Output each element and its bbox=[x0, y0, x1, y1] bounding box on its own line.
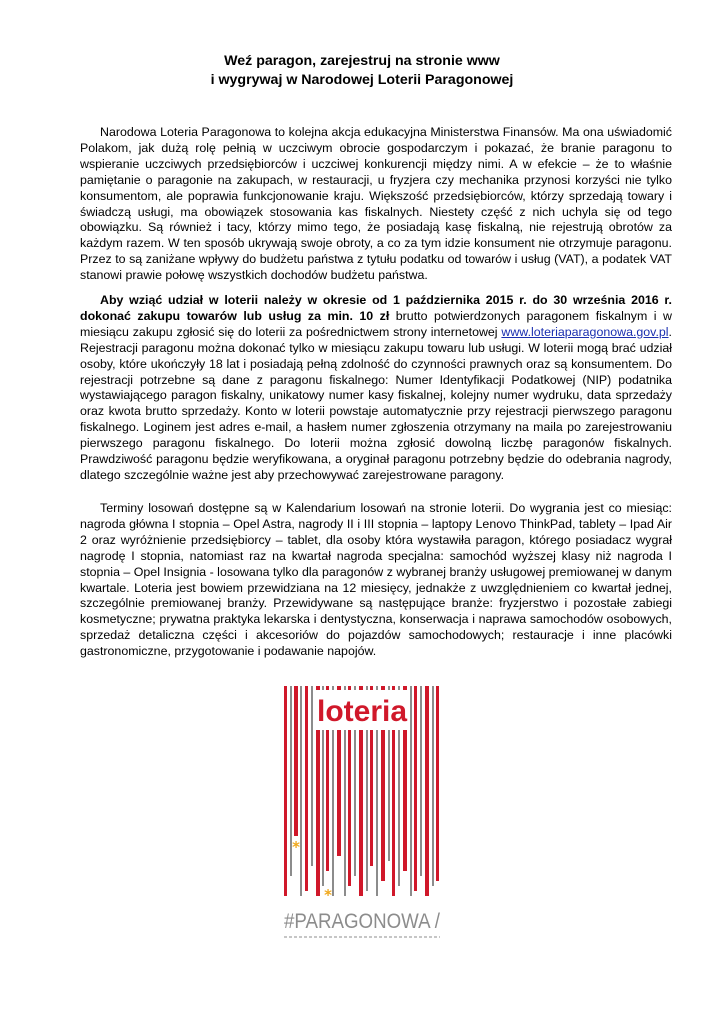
document-title bbox=[0, 52, 724, 90]
paragraph-intro: Narodowa Loteria Paragonowa to kolejna akcja edukacyjna Ministerstwa Finansów. Ma ona uświadomić Polakom, jak dużą rolę pełnią w uczciwym obrocie gospodarczym i pokazać, że branie paragonu to wspieranie uczciwych przedsiębiorców i uczciwej konkurencji między nimi. A w efekcie – że to właśnie pamiętanie o paragonie na zakupach, w restauracji, u fryzjera czy mechanika przynosi korzyści nie tylko konsumentom, ale poprawia funkcjonowanie kraju. Większość przedsiębiorców, którzy sprzedają towary i świadczą usługi, ma obowiązek stosowania kas fiskalnych. Niestety część z nich uchyla się od tego obowiązku. Są również i tacy, którzy mimo tego, że posiadają kasę fiskalną, nie rejestrują obrotów za każdym razem. W ten sposób ukrywają swoje obroty, a co za tym idzie konsument nie otrzymuje paragonu. Przez to są zaniżane wpływy do budżetu państwa z tytułu podatku od towarów i usług (VAT), a podatek VAT stanowi prawie połowę wszystkich dochodów budżetu państwa. bbox=[80, 125, 672, 283]
logo-hashtag: #PARAGONOWA / bbox=[284, 910, 441, 933]
logo-stripe bbox=[305, 686, 308, 891]
title-line-1: Weź paragon, zarejestruj na stronie www bbox=[224, 53, 500, 69]
logo-stripe bbox=[294, 686, 298, 836]
logo-stripe bbox=[414, 686, 417, 891]
paragraph-participation bbox=[80, 293, 672, 484]
logo-stripe bbox=[432, 686, 434, 886]
logo-star-icon: * bbox=[292, 838, 300, 856]
participation-text-2: . Rejestracji paragonu można dokonać tylko w miesiącu zakupu towaru lub usługi. W loterii mogą brać udział osoby, które ukończyły 18 lat i posiadają pełną zdolność do czynności prawnych oraz są konsumentem. Do rejestracji potrzebne są dane z paragonu fiskalnego: Numer Identyfikacji Podatkowej (NIP) podatnika wystawiającego paragon fiskalny, unikatowy numer kasy fiskalnej, kolejny numer wydruku, data sprzedaży oraz kwota brutto sprzedaży. Konto w loterii powstaje automatycznie przy rejestracji pierwszego paragonu fiskalnego. Loginem jest adres e-mail, a hasłem numer zgłoszenia otrzymany na maila po zarejestrowaniu pierwszego paragonu fiskalnego. Do loterii można zgłosić dowolną liczbę paragonów fiskalnych. Prawdziwość paragonu będzie weryfikowana, a oryginał paragonu potrzebny będzie do odebrania nagrody, dlatego szczególnie ważne jest aby przechowywać zarejestrowane paragony. bbox=[80, 324, 672, 482]
logo-stripe bbox=[410, 686, 412, 896]
title-line-2: i wygrywaj w Narodowej Loterii Paragonowej bbox=[210, 72, 514, 88]
logo-stripe bbox=[311, 686, 313, 866]
logo-stripe bbox=[425, 686, 429, 896]
participation-text-1: brutto potwierdzonych paragonem fiskalnym i w miesiącu zakupu zgłosić się do loterii za pośrednictwem strony internetowej bbox=[80, 308, 672, 339]
logo-stripe bbox=[300, 686, 302, 896]
logo-stripe bbox=[284, 686, 287, 896]
lottery-website-link[interactable]: www.loteriaparagonowa.gov.pl bbox=[501, 324, 669, 339]
loteria-paragonowa-logo bbox=[282, 686, 442, 944]
participation-bold-text: Aby wziąć udział w loterii należy w okresie od 1 października 2015 r. do 30 września 2016 r. dokonać zakupu towarów lub usług za min. 10 zł bbox=[80, 293, 672, 323]
logo-stripe bbox=[420, 686, 422, 876]
paragraph-prizes: Terminy losowań dostępne są w Kalendarium losowań na stronie loterii. Do wygrania jest co miesiąc: nagroda główna I stopnia – Opel Astra, nagrody II i III stopnia – laptopy Lenovo ThinkPad, tablety – Ipad Air 2 oraz wyróżnienie przedsiębiorcy – tablet, dla osoby która wystawiła paragon, którego posiadacz wygrał nagrodę I stopnia, natomiast raz na kwartał nagroda specjalna: samochód wyższej klasy niż nagroda I stopnia – Opel Insignia - losowana tylko dla paragonów z wybranej branży usługowej premiowanej w danym kwartale. Loteria jest bowiem przewidziana na 12 miesięcy, jednakże z uwzględnieniem co kwartał jednej, szczególnie premiowanej branży. Przewidywane są następujące branże: fryzjerstwo i pozostałe zabiegi kosmetyczne; prywatna praktyka lekarska i dentystyczna, konserwacja i naprawa samochodów osobowych, sprzedaż detaliczna części i akcesoriów do pojazdów samochodowych; restauracje i inne placówki gastronomiczne, przygotowanie i podawanie napojów. bbox=[80, 501, 672, 659]
logo-word: loteria bbox=[316, 695, 408, 728]
logo-stripe bbox=[436, 686, 439, 881]
logo-star-icon-2: * bbox=[324, 886, 332, 904]
